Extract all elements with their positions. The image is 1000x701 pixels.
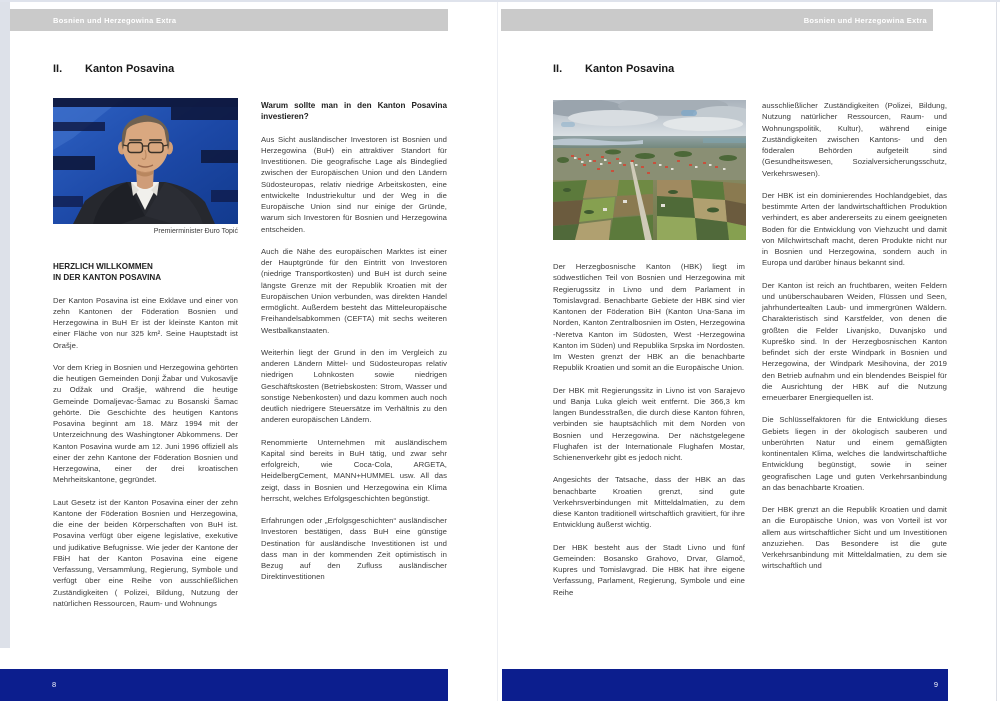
viewer-background-strip [0, 0, 10, 648]
right-page-column-2 [762, 100, 947, 572]
page-right-edge [996, 2, 997, 701]
paragraph: Der HBK grenzt an die Republik Kroatien und damit an die Europäische Union, was von Vorteil ist vor allem aus wirtschaftlicher Sicht und um Investitionen anzuziehen. Das Besondere ist die gute Verkehrsanbindung mit Mitteldalmatien, zu dem sie wirtschaftlich und [762, 505, 947, 571]
paragraph: Laut Gesetz ist der Kanton Posavina einer der zehn Kantone der Föderation Bosnien und Herzegowina, die eine der beiden Körperschaften von BuH ist. Posavina verfügt über eigene legislative, exekutive und judikative Befugnisse. Wie jeder der Kantone der FBiH hat der Kanton Posavina eine eigene Verfassung, Versammlung, Regierung, Symbole und verfügt über eine Reihe von ausschließlichen Zuständigkeiten ( Polizei, Bildung, Nutzung der natürlichen Ressourcen, Raum- und Wohnungs [53, 497, 238, 608]
paragraph: Weiterhin liegt der Grund in den im Vergleich zu anderen Ländern Mittel- und Südosteuropas relativ niedrigen Lohnkosten sowie niedrigen Geschäftskosten (Betriebskosten: Strom, Wasser und sonstige Nebenkosten) und dazu kommen auch noch deutlich niedrigere Steuersätze im Verhältnis zu den anderen europäischen Ländern. [261, 347, 447, 425]
paragraph: Angesichts der Tatsache, dass der HBK an das benachbarte Kroatien grenzt, sind gute Verkehrsverbindungen mit Mitteldalmatien, zu dem diese Kanton traditionell wirtschaftlich gravitiert, für ihre Entwicklung äußerst wichtig. [553, 475, 745, 530]
column-heading [53, 261, 238, 284]
running-header-right [501, 9, 933, 31]
paragraph: Aus Sicht ausländischer Investoren ist Bosnien und Herzegowina (BuH) ein attraktiver Standort für Investitionen. Die geografische Lage als Bindeglied zwischen der Europäischen Union und den Ländern Südosteuropas, relativ niedrige Arbeitskosten, eine entwickelte Industriekultur und der Weg in die Europäische Union sind nur einige der Gründe, warum sich Investoren für Bosnien und Herzegowina entscheiden. [261, 134, 447, 234]
paragraph: Die Schlüsselfaktoren für die Entwicklung dieses Gebiets liegen in der ökologisch sauberen und unberührten Natur und einem gemäßigten kontinentalen Klima, welches die landwirtschaftliche Entwicklung begünstigt, sowie in seiner geografischen Lage und guten Verkehrsanbindung an das benachbarte Kroatien. [762, 415, 947, 492]
aerial-landscape-photo [553, 100, 746, 240]
left-page-column-2 [261, 100, 447, 583]
footer-bar-right [502, 669, 948, 701]
paragraph: Der Herzegbosnische Kanton (HBK) liegt im südwestlichen Teil von Bosnien und Herzegowina mit Regierugssitz in Livno und dem Parlament in Tomislavgrad. Benachbarte Gebiete der HBK sind vier Kantonen der Föderation BiH (Kanton Una-Sana im Norden, Kanton Zentralbosnien im Osten, Herzegowina -Neretva Kanton im Südosten, West -Herzegowina Kanton im Süden) und Republika Srpska im Nordosten. Im Westen grenzt der HBK an die benachbarte Republik Kroatien und somit an die Europäische Union. [553, 262, 745, 373]
page-number: 8 [52, 680, 57, 689]
paragraph: ausschließlicher Zuständigkeiten (Polizei, Bildung, Nutzung natürlicher Ressourcen, Raum- und Wohnungspolitik, Kultur), während einige Zuständigkeiten zwischen Kantons- und den föderalen Behörden aufgeteilt sind (Gesundheitswesen, Sozialversicherungsschutz, Verkehrswesen). [762, 101, 947, 178]
premier-portrait-photo [53, 98, 238, 224]
heading-line: HERZLICH WILLKOMMEN [53, 262, 153, 271]
left-page-column-1 [53, 261, 238, 609]
paragraph: Vor dem Krieg in Bosnien und Herzegowina gehörten die heutigen Gemeinden Donji Žabar und Vukosavlje zu Odžak und Orašje, während die heutige Gemeinde Domaljevac-Šamac zu Bosanski Šamac gehörte. Die Geschichte des heutigen Kantons Posavina beginnt am 18. März 1994 mit der Unterzeichnung des Washingtoner Abkommens. Der Kanton Posavina wurde am 12. Juni 1996 offiziell als einer der zehn Kantone der Föderation Bosnien und Herzegowina, einer der drei kroatischen Mehrheitskantone, gegründet. [53, 362, 238, 485]
paragraph: Der HBK besteht aus der Stadt Livno und fünf Gemeinden: Bosansko Grahovo, Drvar, Glamoč, Kupres und Tomislavgrad. Die HBK hat ihre eigene Verfassung, Parlament, Regierung, Symbole und eine Reihe [553, 542, 745, 597]
paragraph: Renommierte Unternehmen mit ausländischem Kapital sind bereits in BuH tätig, und zwar sehr erfolgreich, wie Coca-Cola, ARGETA, HeidelbergCement, MANN+HUMMEL usw. All das zeigt, dass in Bosnien und Herzegowina ein Klima herrscht, welches Erfolgsgeschichten begünstigt. [261, 437, 447, 503]
page-title [53, 63, 174, 75]
running-header-text: Bosnien und Herzegowina Extra [803, 15, 927, 25]
paragraph: Der Kanton Posavina ist eine Exklave und einer von zehn Kantonen der Föderation Bosnien und Herzegowina in BuH Er ist der kleinste Kanton mit einer Fläche von nur 325 km². Seine Hauptstadt ist Orašje. [53, 295, 238, 350]
paragraph: Der HBK ist ein dominierendes Hochlandgebiet, das bestimmte Arten der landwirtschaftlichen Produktion verhindert, es aber andererseits zu einem geeigneten Boden für die Entwicklung von Viehzucht und damit von Milchwirtschaft macht, deren Produkte nicht nur in Bosnien und Herzegowina, sondern auch in Europa und darüber hinaus bekannt sind. [762, 190, 947, 268]
paragraph: Der Kanton ist reich an fruchtbaren, weiten Feldern und unüberschaubaren Weiden, Flüssen und Seen, jahrhundertealten Laub- und immergrünen Wäldern. Charakteristisch sind Karstfelder, von denen die größten die Felder Livanjsko, Duvanjsko und Kupreško sind. In der Herzegbosnischen Kanton befindet sich der erste Windpark in Bosnien und Herzegowina, der Windpark Mesihovina, der 2019 den Betrieb aufnahm und ein blendendes Beispiel für die Ausrichtung der HBK auf die Nutzung erneuerbarer Energiequellen ist. [762, 280, 947, 402]
page-number: 9 [933, 680, 938, 689]
photo-caption: Premierminister Đuro Topić [153, 228, 238, 235]
heading-line: IN DER KANTON POSAVINA [53, 273, 162, 283]
section-number: II. [53, 63, 63, 75]
section-title: Kanton Posavina [85, 63, 175, 75]
running-header-text: Bosnien und Herzegowina Extra [53, 15, 177, 25]
column-heading: Warum sollte man in den Kanton Posavina investieren? [261, 101, 447, 122]
page-gutter [497, 2, 502, 701]
page-title [553, 63, 674, 75]
right-page-column-1 [553, 261, 745, 598]
footer-bar-left [0, 669, 448, 701]
paragraph: Erfahrungen oder „Erfolgsgeschichten“ ausländischer Investoren bestätigen, dass BuH eine günstige Destination für ausländische Investitionen ist und dass man in der kommenden Zeit optimistisch in Bezug auf den Zufluss ausländischer Direktinvestitionen [261, 516, 447, 582]
paragraph: Auch die Nähe des europäischen Marktes ist einer der Hauptgründe für den Eintritt von Investoren (niedrige Transportkosten) und BuH ist durch seine längste Grenze mit der Republik Kroatien mit der Europäischen Union verbunden, was direkten Handel ermöglicht. Außerdem besteht das Mitteleuropäische Freihandelsabkommen (CEFTA) mit sechs weiteren Westbalkanstaaten. [261, 246, 447, 335]
running-header-left [10, 9, 448, 31]
paragraph: Der HBK mit Regierungssitz in Livno ist von Sarajevo und Banja Luka gleich weit entfernt. Die 366,3 km langen Bundesstraßen, die durch diese Kanton führen, verbinden sie hauptsächlich mit dem Norden von Bosnien und Herzegowina. Der nächstgelegene Flughafen ist der Internationale Flughafen Mostar, Schienenverkehr gibt es jedoch nicht. [553, 385, 745, 462]
section-number: II. [553, 63, 563, 75]
section-title: Kanton Posavina [585, 63, 675, 75]
